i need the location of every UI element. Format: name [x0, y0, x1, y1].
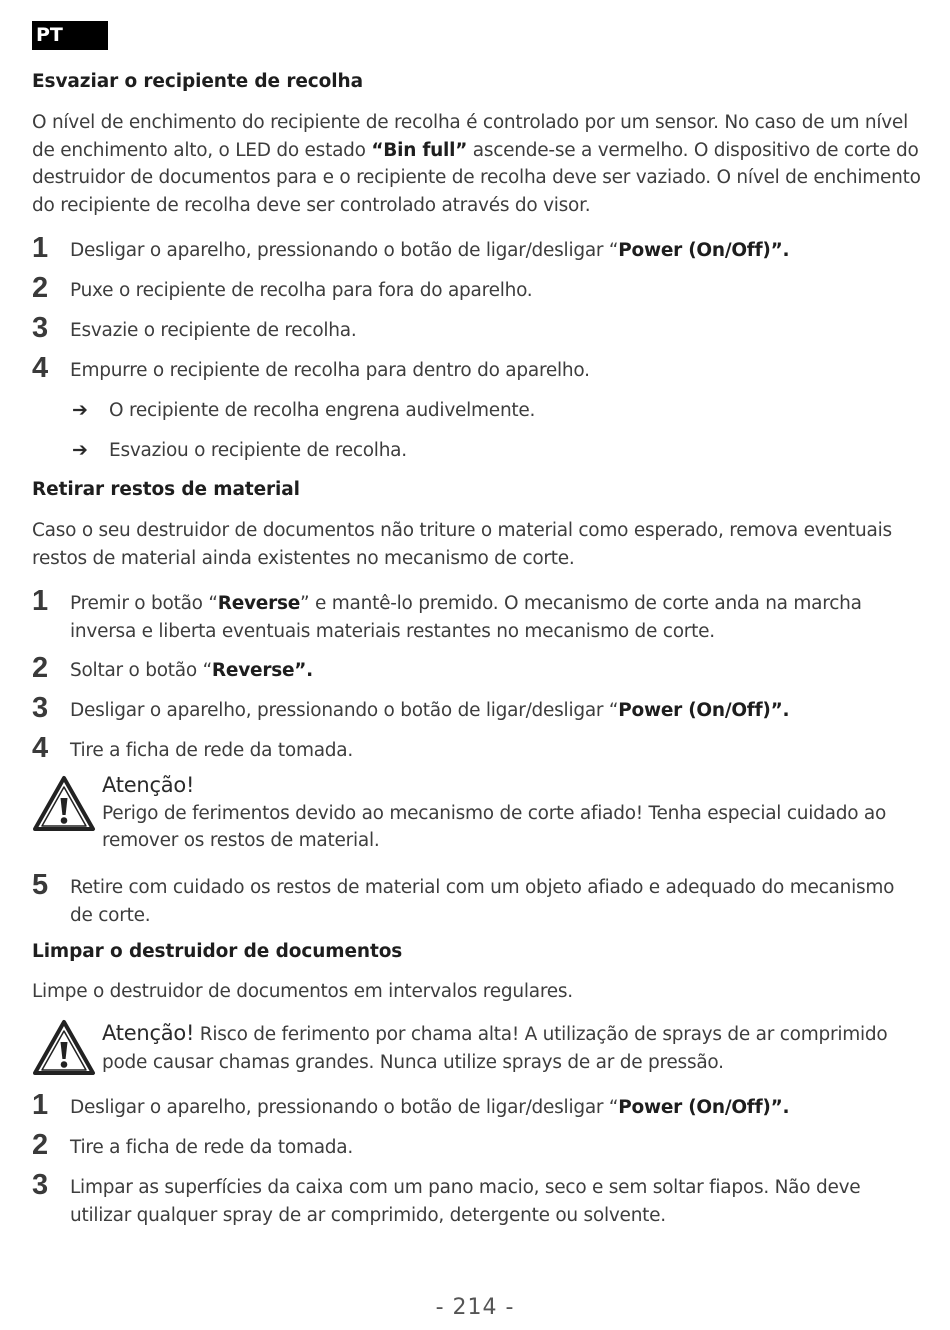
- warning-icon: [32, 1019, 96, 1077]
- arrow-right-icon: ➔: [72, 439, 88, 461]
- step-number: 2: [32, 1129, 49, 1161]
- step-text: Esvazie o recipiente de recolha.: [70, 320, 357, 341]
- step-text: Soltar o botão “Reverse”.: [70, 660, 313, 681]
- page-number: - 214 -: [435, 1295, 515, 1320]
- step-number: 4: [32, 352, 49, 384]
- section-intro-empty: O nível de enchimento do recipiente de recolha é controlado por um sensor. No caso de um nível de enchimento alto, o LED do estado “Bin full” ascende-se a vermelho. O dispositivo de corte do destruidor de documentos para e o recipiente de recolha deve ser vaziado. O nível de enchimento do recipiente de recolha deve ser controlado através do visor.: [32, 112, 921, 216]
- warning-text: Risco de ferimento por chama alta! A utilização de sprays de ar comprimido pode causar chamas grandes. Nunca utilize sprays de ar de pressão.: [102, 1024, 888, 1073]
- section-heading-clean: Limpar o destruidor de documentos: [32, 941, 403, 962]
- result-text: Esvaziou o recipiente de recolha.: [109, 440, 407, 461]
- step-number: 3: [32, 1169, 49, 1201]
- warning-title: Atenção!: [102, 773, 195, 797]
- step-text: Premir o botão “Reverse” e mantê-lo premido. O mecanismo de corte anda na marcha inversa e liberta eventuais materiais restantes no mecanismo de corte.: [70, 593, 862, 642]
- step-text: Desligar o aparelho, pressionando o botão de ligar/desligar “Power (On/Off)”.: [70, 240, 790, 261]
- step-text: Tire a ficha de rede da tomada.: [70, 1137, 354, 1158]
- warning-block: [102, 772, 922, 855]
- language-tag: PT: [32, 21, 108, 50]
- section-intro-clean: Limpe o destruidor de documentos em intervalos regulares.: [32, 981, 573, 1002]
- warning-block: [102, 1020, 922, 1076]
- step-number: 5: [32, 869, 49, 901]
- step-text: Limpar as superfícies da caixa com um pano macio, seco e sem soltar fiapos. Não deve utilizar qualquer spray de ar comprimido, detergente ou solvente.: [70, 1177, 861, 1226]
- step-number: 2: [32, 272, 49, 304]
- warning-text: Perigo de ferimentos devido ao mecanismo de corte afiado! Tenha especial cuidado ao remover os restos de material.: [102, 802, 887, 851]
- step-text: Desligar o aparelho, pressionando o botão de ligar/desligar “Power (On/Off)”.: [70, 700, 790, 721]
- step-number: 3: [32, 312, 49, 344]
- warning-title: Atenção!: [102, 1021, 195, 1045]
- step-text: Empurre o recipiente de recolha para dentro do aparelho.: [70, 360, 590, 381]
- step-number: 1: [32, 1089, 49, 1121]
- step-number: 1: [32, 585, 49, 617]
- section-intro-remove: Caso o seu destruidor de documentos não triture o material como esperado, remova eventuais restos de material ainda existentes no mecanismo de corte.: [32, 520, 892, 569]
- step-text: Desligar o aparelho, pressionando o botão de ligar/desligar “Power (On/Off)”.: [70, 1097, 790, 1118]
- step-text: Tire a ficha de rede da tomada.: [70, 740, 354, 761]
- step-number: 2: [32, 652, 49, 684]
- step-number: 1: [32, 232, 49, 264]
- arrow-right-icon: ➔: [72, 399, 88, 421]
- step-number: 3: [32, 692, 49, 724]
- warning-icon: [32, 775, 96, 833]
- section-heading-remove: Retirar restos de material: [32, 479, 300, 500]
- section-heading-empty: Esvaziar o recipiente de recolha: [32, 71, 363, 92]
- step-text: Puxe o recipiente de recolha para fora do aparelho.: [70, 280, 533, 301]
- result-text: O recipiente de recolha engrena audivelmente.: [109, 400, 536, 421]
- step-number: 4: [32, 732, 49, 764]
- step-text: Retire com cuidado os restos de material com um objeto afiado e adequado do mecanismo de corte.: [70, 877, 895, 926]
